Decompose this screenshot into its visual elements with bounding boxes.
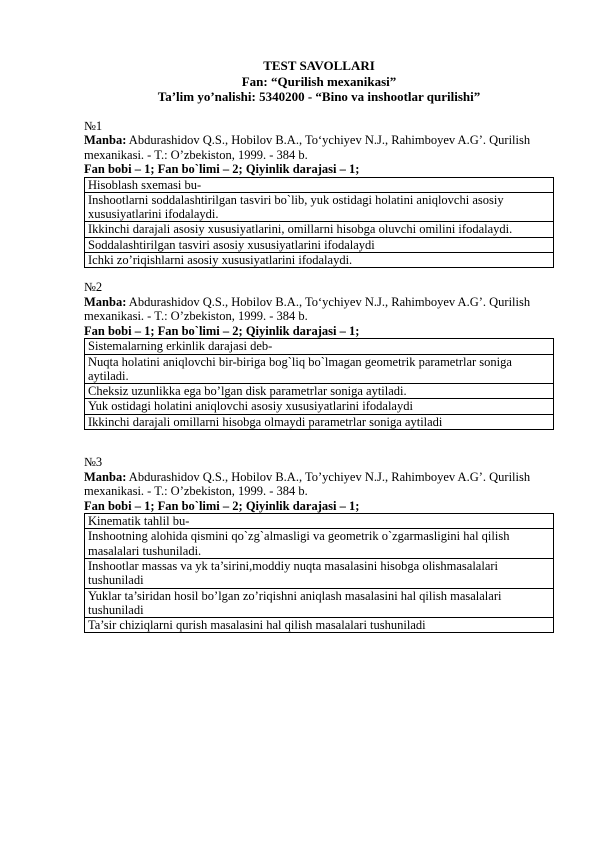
- table-row: [85, 618, 554, 633]
- answer-option: Cheksiz uzunlikka ega bo’lgan disk parametrlar soniga aytiladi.: [85, 384, 554, 399]
- question-number: №3: [84, 455, 103, 470]
- doc-subject: Fan: “Qurilish mexanikasi”: [241, 73, 397, 89]
- meta-text: Fan bobi – 1; Fan bo`limi – 2; Qiyinlik darajasi – 1;: [84, 498, 360, 513]
- answer-option: Yuklar ta’siridan hosil bo’lgan zo’riqishni aniqlash masalasini hal qilish masalalari tushuniladi: [85, 588, 554, 618]
- table-row: [85, 339, 554, 354]
- answer-option: Ikkinchi darajali omillarni hisobga olmaydi parametrlar soniga aytiladi: [85, 414, 554, 429]
- question-meta: [84, 499, 554, 514]
- question-block-1: [84, 119, 554, 269]
- spacer: [84, 430, 554, 443]
- doc-title: TEST SAVOLLARI: [263, 58, 375, 73]
- table-row: [85, 529, 554, 559]
- answer-option: Inshootlarni soddalashtirilgan tasviri bo`lib, yuk ostidagi holatini aniqlovchi asosiy xususiyatlarini ifodalaydi.: [85, 192, 554, 222]
- answer-option: Ichki zo’riqishlarni asosiy xususiyatlarini ifodalaydi.: [85, 252, 554, 267]
- answer-table: [84, 338, 554, 430]
- answer-table: [84, 177, 554, 269]
- table-row: [85, 237, 554, 252]
- question-meta: [84, 324, 554, 339]
- source-text: Abdurashidov Q.S., Hobilov B.A., To’ychiyev N.J., Rahimboyev A.G’. Qurilish mexanikasi. - T.: O’zbekiston, 1999. - 384 b.: [84, 469, 531, 499]
- question-stem: Sistemalarning erkinlik darajasi deb-: [85, 339, 554, 354]
- answer-option: Ikkinchi darajali asosiy xususiyatlarini, omillarni hisobga oluvchi omilini ifodalaydi.: [85, 222, 554, 237]
- meta-text: Fan bobi – 1; Fan bo`limi – 2; Qiyinlik darajasi – 1;: [84, 162, 360, 176]
- table-row: [85, 384, 554, 399]
- table-row: [85, 222, 554, 237]
- document-page: [84, 58, 554, 633]
- table-row: [85, 588, 554, 618]
- question-number: №1: [84, 118, 103, 133]
- answer-option: Ta’sir chiziqlarni qurish masalasini hal qilish masalalari tushuniladi: [85, 618, 554, 633]
- table-row: [85, 252, 554, 267]
- answer-table: [84, 513, 554, 633]
- table-row: [85, 192, 554, 222]
- table-row: [85, 399, 554, 414]
- question-number: №2: [84, 280, 103, 295]
- question-source: [84, 295, 554, 324]
- table-row: [85, 354, 554, 384]
- question-stem: Kinematik tahlil bu-: [85, 514, 554, 529]
- question-stem: Hisoblash sxemasi bu-: [85, 177, 554, 192]
- table-row: [85, 177, 554, 192]
- source-text: Abdurashidov Q.S., Hobilov B.A., To‘ychiyev N.J., Rahimboyev A.G’. Qurilish mexanikasi. - T.: O’zbekiston, 1999. - 384 b.: [84, 133, 531, 162]
- answer-option: Nuqta holatini aniqlovchi bir-biriga bog`liq bo`lmagan geometrik parametrlar soniga aytiladi.: [85, 354, 554, 384]
- answer-option: Yuk ostidagi holatini aniqlovchi asosiy xususiyatlarini ifodalaydi: [85, 399, 554, 414]
- question-source: [84, 470, 554, 499]
- table-row: [85, 514, 554, 529]
- table-row: [85, 558, 554, 588]
- source-label: Manba:: [84, 469, 127, 484]
- source-text: Abdurashidov Q.S., Hobilov B.A., To‘ychiyev N.J., Rahimboyev A.G’. Qurilish mexanikasi. - T.: O’zbekiston, 1999. - 384 b.: [84, 294, 531, 324]
- source-label: Manba:: [84, 133, 127, 147]
- meta-text: Fan bobi – 1; Fan bo`limi – 2; Qiyinlik darajasi – 1;: [84, 323, 360, 338]
- question-meta: [84, 162, 554, 177]
- question-block-3: [84, 455, 554, 633]
- answer-option: Inshootning alohida qismini qo`zg`almasligi va geometrik o`zgarmasligini hal qilish masalalari tushuniladi.: [85, 529, 554, 559]
- question-block-2: [84, 280, 554, 430]
- table-row: [85, 414, 554, 429]
- source-label: Manba:: [84, 294, 127, 309]
- question-source: [84, 133, 554, 162]
- answer-option: Inshootlar massas va yk ta’sirini,moddiy nuqta masalasini hisobga olishmasalalari tushuniladi: [85, 558, 554, 588]
- answer-option: Soddalashtirilgan tasviri asosiy xususiyatlarini ifodalaydi: [85, 237, 554, 252]
- doc-direction: Ta’lim yo’nalishi: 5340200 - “Bino va inshootlar qurilishi”: [157, 89, 481, 104]
